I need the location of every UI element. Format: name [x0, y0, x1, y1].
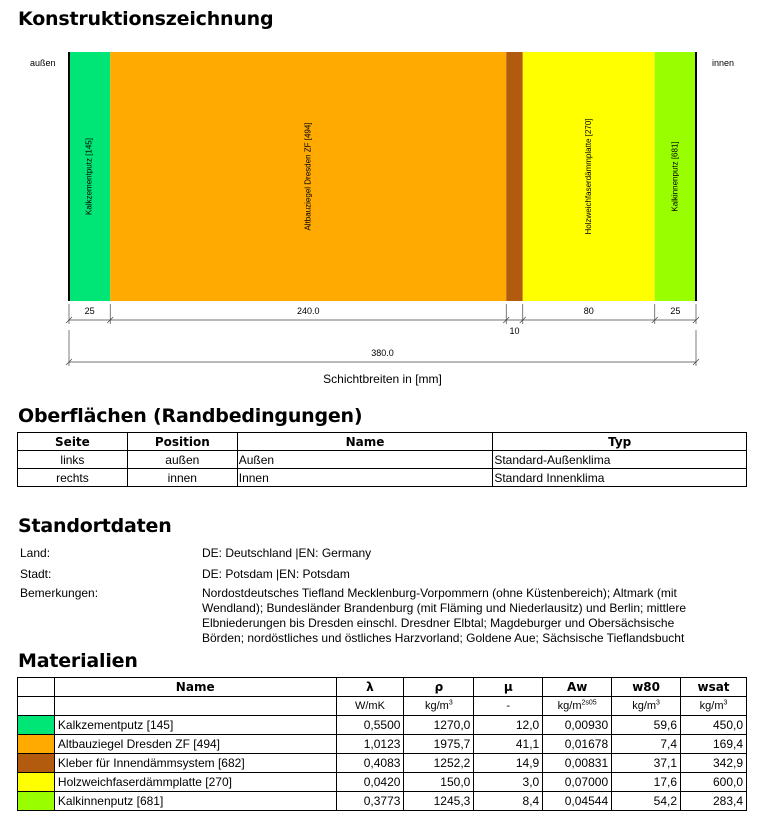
- stadt-value: DE: Potsdam |EN: Potsdam: [202, 567, 350, 581]
- layer-label: Kalkzementputz [145]: [84, 138, 94, 215]
- cell-aw: 0,00831: [543, 754, 612, 773]
- layer-rect: [506, 52, 523, 301]
- unit-wsat: $kg/m^3$: [681, 697, 747, 716]
- total-width-label: 380.0: [371, 348, 394, 358]
- cell-lambda: 0,3773: [336, 792, 404, 811]
- header-position: Position: [127, 433, 237, 451]
- unit-mu: -: [474, 697, 543, 716]
- cell-rho: 1245,3: [404, 792, 474, 811]
- surfaces-table: [17, 432, 747, 487]
- cell-name: Kalkzementputz [145]: [54, 716, 336, 735]
- outside-label: außen: [30, 58, 56, 68]
- cell-wsat: 283,4: [681, 792, 747, 811]
- table-row: [18, 754, 747, 773]
- cell-w80: 7,4: [612, 735, 681, 754]
- unit-rho: $kg/m^3$: [404, 697, 474, 716]
- material-color-swatch: [18, 735, 55, 754]
- land-value: DE: Deutschland |EN: Germany: [202, 546, 372, 560]
- cell-name: Holzweichfaserdämmplatte [270]: [54, 773, 336, 792]
- cell-w80: 37,1: [612, 754, 681, 773]
- bemerkungen-label: Bemerkungen:: [20, 586, 99, 600]
- materials-header-row: [18, 678, 747, 697]
- cell-lambda: 0,5500: [336, 716, 404, 735]
- cell-mu: 12,0: [474, 716, 543, 735]
- cell-typ: Standard Innenklima: [493, 469, 747, 487]
- cell-aw: 0,07000: [543, 773, 612, 792]
- drawing-caption: Schichtbreiten in [mm]: [323, 372, 442, 386]
- material-color-swatch: [18, 754, 55, 773]
- cell-mu: 41,1: [474, 735, 543, 754]
- cell-seite: links: [18, 451, 128, 469]
- header-wsat: wsat: [681, 678, 747, 697]
- layer-width-label: 25: [84, 306, 95, 316]
- cell-name: Kalkinnenputz [681]: [54, 792, 336, 811]
- material-color-swatch: [18, 773, 55, 792]
- header-name: Name: [54, 678, 336, 697]
- section-title-oberflaechen: Oberflächen (Randbedingungen): [18, 405, 363, 427]
- header-name: Name: [237, 433, 493, 451]
- materials-table: [17, 677, 747, 811]
- cell-rho: 1270,0: [404, 716, 474, 735]
- cell-name: Außen: [237, 451, 493, 469]
- cell-w80: 54,2: [612, 792, 681, 811]
- layer-width-label: 25: [670, 306, 681, 316]
- land-label: Land:: [20, 546, 51, 560]
- cell-w80: 17,6: [612, 773, 681, 792]
- surfaces-header-row: [18, 433, 747, 451]
- table-row: [18, 716, 747, 735]
- header-mu: μ: [474, 678, 543, 697]
- cell-wsat: 600,0: [681, 773, 747, 792]
- bemerkungen-value: Nordostdeutsches Tiefland Mecklenburg-Vorpommern (ohne Küstenbereich); Altmark (mit Wendland); Bundesländer Brandenburg (mit Fläming und Niederlausitz) und Berlin; mittlere Elbniederungen bis Dresden einschl. Dresdner Elbtal; Magdeburger und Obersächsische Börden; nordöstliches und östliches Harzvorland; Goldene Aue; Sächsische Tieflandsbucht: [202, 586, 687, 645]
- material-color-swatch: [18, 792, 55, 811]
- material-color-swatch: [18, 716, 55, 735]
- cell-mu: 14,9: [474, 754, 543, 773]
- header-aw: Aw: [543, 678, 612, 697]
- unit-aw: $kg/m^{2s05}$: [543, 697, 612, 716]
- cell-typ: Standard-Außenklima: [493, 451, 747, 469]
- cell-aw: 0,04544: [543, 792, 612, 811]
- header-seite: Seite: [18, 433, 128, 451]
- cell-wsat: 169,4: [681, 735, 747, 754]
- cell-name: Innen: [237, 469, 493, 487]
- table-row: [18, 735, 747, 754]
- cell-w80: 59,6: [612, 716, 681, 735]
- header-swatch: [18, 678, 55, 697]
- table-row: [18, 469, 747, 487]
- cell-aw: 0,01678: [543, 735, 612, 754]
- header-w80: w80: [612, 678, 681, 697]
- cell-name: Altbauziegel Dresden ZF [494]: [54, 735, 336, 754]
- layer-label: Kalkinnenputz [681]: [670, 141, 680, 212]
- cell-mu: 3,0: [474, 773, 543, 792]
- section-title-konstruktion: Konstruktionszeichnung: [18, 8, 274, 30]
- layer-width-label: 240.0: [296, 306, 320, 316]
- cell-lambda: 0,4083: [336, 754, 404, 773]
- cell-aw: 0,00930: [543, 716, 612, 735]
- cell-lambda: 0,0420: [336, 773, 404, 792]
- header-lambda: λ: [336, 678, 404, 697]
- unit-lambda: W/mK: [336, 697, 404, 716]
- cell-position: außen: [127, 451, 237, 469]
- cell-position: innen: [127, 469, 237, 487]
- cell-lambda: 1,0123: [336, 735, 404, 754]
- cell-rho: 150,0: [404, 773, 474, 792]
- layer-width-label: 10: [509, 326, 520, 336]
- table-row: [18, 773, 747, 792]
- cell-mu: 8,4: [474, 792, 543, 811]
- table-row: [18, 451, 747, 469]
- section-title-materialien: Materialien: [18, 650, 138, 672]
- cell-name: Kleber für Innendämmsystem [682]: [54, 754, 336, 773]
- table-row: [18, 792, 747, 811]
- layer-width-label: 80: [583, 306, 594, 316]
- stadt-label: Stadt:: [20, 567, 52, 581]
- cell-rho: 1975,7: [404, 735, 474, 754]
- unit-empty: [54, 697, 336, 716]
- layer-label: Holzweichfaserdämmplatte [270]: [583, 118, 593, 235]
- construction-drawing: [0, 0, 777, 400]
- cell-rho: 1252,2: [404, 754, 474, 773]
- layer-label: Altbauziegel Dresden ZF [494]: [303, 122, 313, 231]
- header-rho: ρ: [404, 678, 474, 697]
- cell-seite: rechts: [18, 469, 128, 487]
- inside-label: innen: [712, 58, 735, 68]
- cell-wsat: 342,9: [681, 754, 747, 773]
- unit-empty: [18, 697, 55, 716]
- materials-units-row: [18, 697, 747, 716]
- header-typ: Typ: [493, 433, 747, 451]
- section-title-standort: Standortdaten: [18, 515, 172, 537]
- unit-w80: $kg/m^3$: [612, 697, 681, 716]
- cell-wsat: 450,0: [681, 716, 747, 735]
